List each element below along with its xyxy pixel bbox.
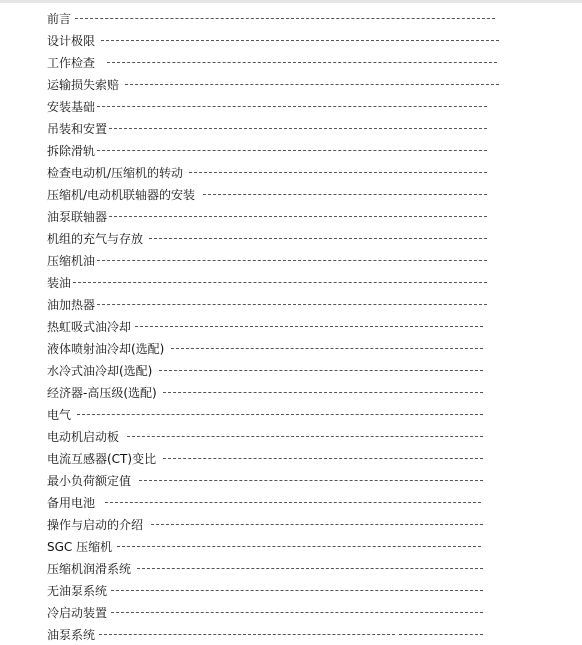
toc-dot-leader (163, 458, 483, 459)
toc-dot-leader (117, 546, 481, 547)
toc-entry[interactable] (47, 579, 507, 601)
toc-entry[interactable] (47, 95, 507, 117)
toc-entry-title: 电动机启动板 (47, 429, 120, 444)
toc-dot-leader (97, 260, 487, 261)
toc-entry-title: 机组的充气与存放 (47, 231, 144, 246)
toc-dot-leader (171, 348, 483, 349)
toc-entry-title: 最小负荷额定值 (47, 473, 132, 488)
toc-entry-title: 吊装和安置 (47, 121, 108, 136)
toc-entry-title: 运输损失索赔 (47, 77, 120, 92)
toc-dot-leader (151, 524, 483, 525)
toc-entry-title: 液体喷射油冷却(选配) (47, 341, 165, 356)
toc-dot-leader (189, 172, 487, 173)
toc-entry-title: 压缩机油 (47, 253, 96, 268)
toc-entry-title: 前言 (47, 11, 72, 26)
toc-dot-leader (109, 216, 487, 217)
toc-entry-title: 冷启动装置 (47, 605, 108, 620)
toc-entry[interactable] (47, 227, 507, 249)
toc-dot-leader (107, 62, 497, 63)
toc-dot-leader (109, 128, 487, 129)
toc-entry[interactable] (47, 51, 507, 73)
toc-entry[interactable] (47, 139, 507, 161)
toc-entry[interactable] (47, 249, 507, 271)
toc-entry[interactable] (47, 381, 507, 403)
toc-dot-leader (99, 634, 395, 635)
toc-dot-leader (111, 590, 483, 591)
toc-dot-leader (111, 612, 483, 613)
toc-dot-leader (159, 370, 483, 371)
toc-entry[interactable] (47, 117, 507, 139)
toc-dot-leader (97, 106, 487, 107)
toc-entry-title: 备用电池 (47, 495, 96, 510)
toc-entry-title: 油泵联轴器 (47, 209, 108, 224)
toc-entry[interactable] (47, 205, 507, 227)
toc-entry-title: 检查电动机/压缩机的转动 (47, 165, 184, 180)
toc-entry-title: 压缩机润滑系统 (47, 561, 132, 576)
toc-entry[interactable] (47, 7, 507, 29)
toc-dot-leader (149, 238, 487, 239)
toc-dot-leader (75, 18, 495, 19)
toc-entry[interactable] (47, 403, 507, 425)
toc-entry-title: 安装基础 (47, 99, 96, 114)
toc-dot-leader (77, 414, 483, 415)
toc-dot-leader (139, 480, 483, 481)
toc-dot-leader (135, 326, 483, 327)
toc-entry[interactable] (47, 161, 507, 183)
toc-dot-leader (73, 282, 487, 283)
toc-entry[interactable] (47, 293, 507, 315)
toc-dot-leader (399, 634, 483, 635)
toc-entry[interactable] (47, 337, 507, 359)
toc-dot-leader (127, 436, 483, 437)
toc-entry-title: 油加热器 (47, 297, 96, 312)
toc-entry-title: SGC 压缩机 (47, 539, 113, 554)
toc-entry[interactable] (47, 425, 507, 447)
toc-entry-title: 电流互感器(CT)变比 (47, 451, 157, 466)
toc-dot-leader (125, 84, 499, 85)
toc-entry-title: 无油泵系统 (47, 583, 108, 598)
toc-entry[interactable] (47, 491, 507, 513)
table-of-contents (47, 7, 507, 645)
toc-entry[interactable] (47, 183, 507, 205)
toc-entry-title: 设计极限 (47, 33, 96, 48)
toc-dot-leader (163, 392, 483, 393)
toc-entry[interactable] (47, 513, 507, 535)
toc-entry[interactable] (47, 271, 507, 293)
toc-dot-leader (137, 568, 483, 569)
toc-entry-title: 水冷式油冷却(选配) (47, 363, 153, 378)
toc-entry[interactable] (47, 469, 507, 491)
toc-entry[interactable] (47, 447, 507, 469)
toc-entry-title: 热虹吸式油冷却 (47, 319, 132, 334)
toc-entry-title: 装油 (47, 275, 72, 290)
toc-entry[interactable] (47, 73, 507, 95)
toc-dot-leader (97, 304, 487, 305)
toc-entry[interactable] (47, 535, 507, 557)
toc-entry[interactable] (47, 557, 507, 579)
toc-entry-title: 拆除滑轨 (47, 143, 96, 158)
toc-entry[interactable] (47, 623, 507, 645)
toc-dot-leader (105, 502, 481, 503)
toc-entry-title: 工作检查 (47, 55, 96, 70)
toc-entry-title: 经济器-高压级(选配) (47, 385, 157, 400)
toc-entry[interactable] (47, 359, 507, 381)
toc-dot-leader (101, 40, 499, 41)
toc-entry[interactable] (47, 315, 507, 337)
toc-entry-title: 电气 (47, 407, 72, 422)
toc-entry[interactable] (47, 29, 507, 51)
toc-entry[interactable] (47, 601, 507, 623)
toc-entry-title: 压缩机/电动机联轴器的安装 (47, 187, 196, 202)
page-top-border (0, 0, 582, 3)
toc-dot-leader (203, 194, 487, 195)
toc-entry-title: 油泵系统 (47, 627, 96, 642)
toc-entry-title: 操作与启动的介绍 (47, 517, 144, 532)
toc-dot-leader (97, 150, 487, 151)
